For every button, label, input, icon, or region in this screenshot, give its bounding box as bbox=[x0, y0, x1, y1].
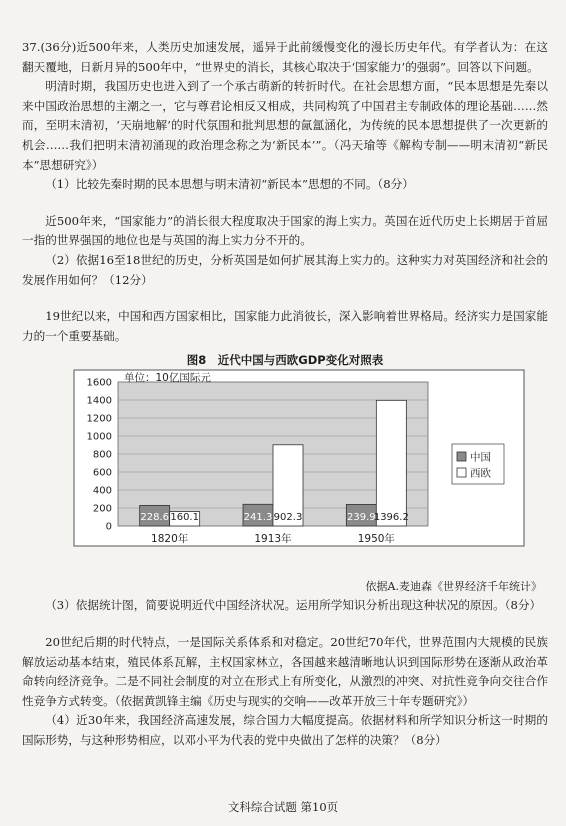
y-tick-label: 800 bbox=[92, 449, 112, 461]
passage-2: 近500年来，“国家能力”的消长很大程度取决于国家的海上实力。英国在近代历史上长期居于首屈一指的世界强国的地位也是与英国的海上实力分不开的。 bbox=[22, 213, 548, 248]
data-label: 1396.2 bbox=[373, 512, 409, 524]
question-intro: 37.(36分)近500年来，人类历史加速发展，遥异于此前缓慢变化的漫长历史年代。有学者认为：在这翻天覆地，日新月异的500年中，“世界史的消长，其核心取决于‘国家能力’的强弱”。回答以下问题。 bbox=[22, 40, 548, 74]
sub-question-2: （2）依据16至18世纪的历史，分析英国是如何扩展其海上实力的。这种实力对英国经济和社会的发展作用如何？（12分） bbox=[22, 252, 548, 287]
y-tick-label: 1400 bbox=[86, 395, 112, 407]
legend-label: 中国 bbox=[470, 451, 491, 464]
chart-title: 图8 近代中国与西欧GDP变化对照表 bbox=[186, 353, 384, 368]
sub-question-4: （4）近30年来，我国经济高速发展，综合国力大幅度提高。依据材料和所学知识分析这一时期的国际形势，与这种形势相应，以邓小平为代表的党中央做出了怎样的决策？（8分） bbox=[22, 713, 548, 747]
passage-1: 明清时期，我国历史也进入到了一个承古萌新的转折时代。在社会思想方面，“民本思想是先秦以来中国政治思想的主潮之一，它与尊君论相反又相成，共同构筑了中国君主专制政体的理论基础……然而，至明末清初，‘天崩地解’的时代氛围和批判思想的氤氲涵化，为传统的民本思想提供了一次更新的机会……我们把明末清初涌现的政治理念称之为‘新民本’”。（冯天瑜等《解构专制——明末清初“新民本”思想研究》） bbox=[22, 79, 548, 172]
chart-source: 依据A.麦迪森《世界经济千年统计》 bbox=[365, 580, 542, 594]
data-label: 160.1 bbox=[170, 512, 199, 524]
data-label: 228.6 bbox=[140, 512, 169, 524]
data-label: 902.3 bbox=[273, 512, 303, 524]
y-tick-label: 0 bbox=[105, 521, 112, 533]
data-label: 239.9 bbox=[347, 512, 376, 524]
data-label: 241.3 bbox=[243, 512, 273, 524]
y-tick-label: 400 bbox=[92, 485, 112, 497]
x-tick-label: 1913年 bbox=[254, 533, 292, 546]
legend-swatch bbox=[457, 452, 466, 461]
y-tick-label: 1000 bbox=[86, 431, 112, 443]
unit-label: 单位：10亿国际元 bbox=[124, 372, 211, 385]
page-footer: 文科综合试题 第10页 bbox=[227, 800, 339, 814]
y-tick-label: 1600 bbox=[86, 377, 112, 389]
legend-swatch bbox=[457, 468, 466, 477]
y-tick-label: 600 bbox=[92, 467, 112, 479]
sub-question-3: （3）依据统计图，简要说明近代中国经济状况。运用所学知识分析出现这种状况的原因。（8分） bbox=[45, 598, 542, 613]
passage-3: 19世纪以来，中国和西方国家相比，国家能力此消彼长，深入影响着世界格局。经济实力是国家能力的一个重要基础。 bbox=[22, 309, 548, 343]
passage-4: 20世纪后期的时代特点，一是国际关系体系和对稳定。20世纪70年代，世界范围内大规模的民族解放运动基本结束，殖民体系瓦解，主权国家林立，各国越来越清晰地认识到国际形势在逐渐从政治革命转向经济竞争。二是不同社会制度的对立在形式上有所变化，从激烈的冲突、对抗性竞争向交往合作性竞争方式转变。（依据黄凯锋主编《历史与现实的交响——改革开放三十年专题研究》） bbox=[22, 634, 548, 708]
exam-page bbox=[22, 38, 548, 750]
gdp-bar-chart bbox=[22, 368, 548, 578]
figure-8 bbox=[22, 352, 548, 578]
y-tick-label: 200 bbox=[92, 503, 112, 515]
sub-question-1: （1）比较先秦时期的民本思想与明末清初“新民本”思想的不同。（8分） bbox=[45, 177, 414, 192]
x-tick-label: 1950年 bbox=[357, 533, 395, 546]
y-tick-label: 1200 bbox=[86, 413, 112, 425]
x-tick-label: 1820年 bbox=[151, 533, 189, 546]
bar-western-europe bbox=[376, 401, 406, 527]
legend-label: 西欧 bbox=[470, 467, 491, 480]
